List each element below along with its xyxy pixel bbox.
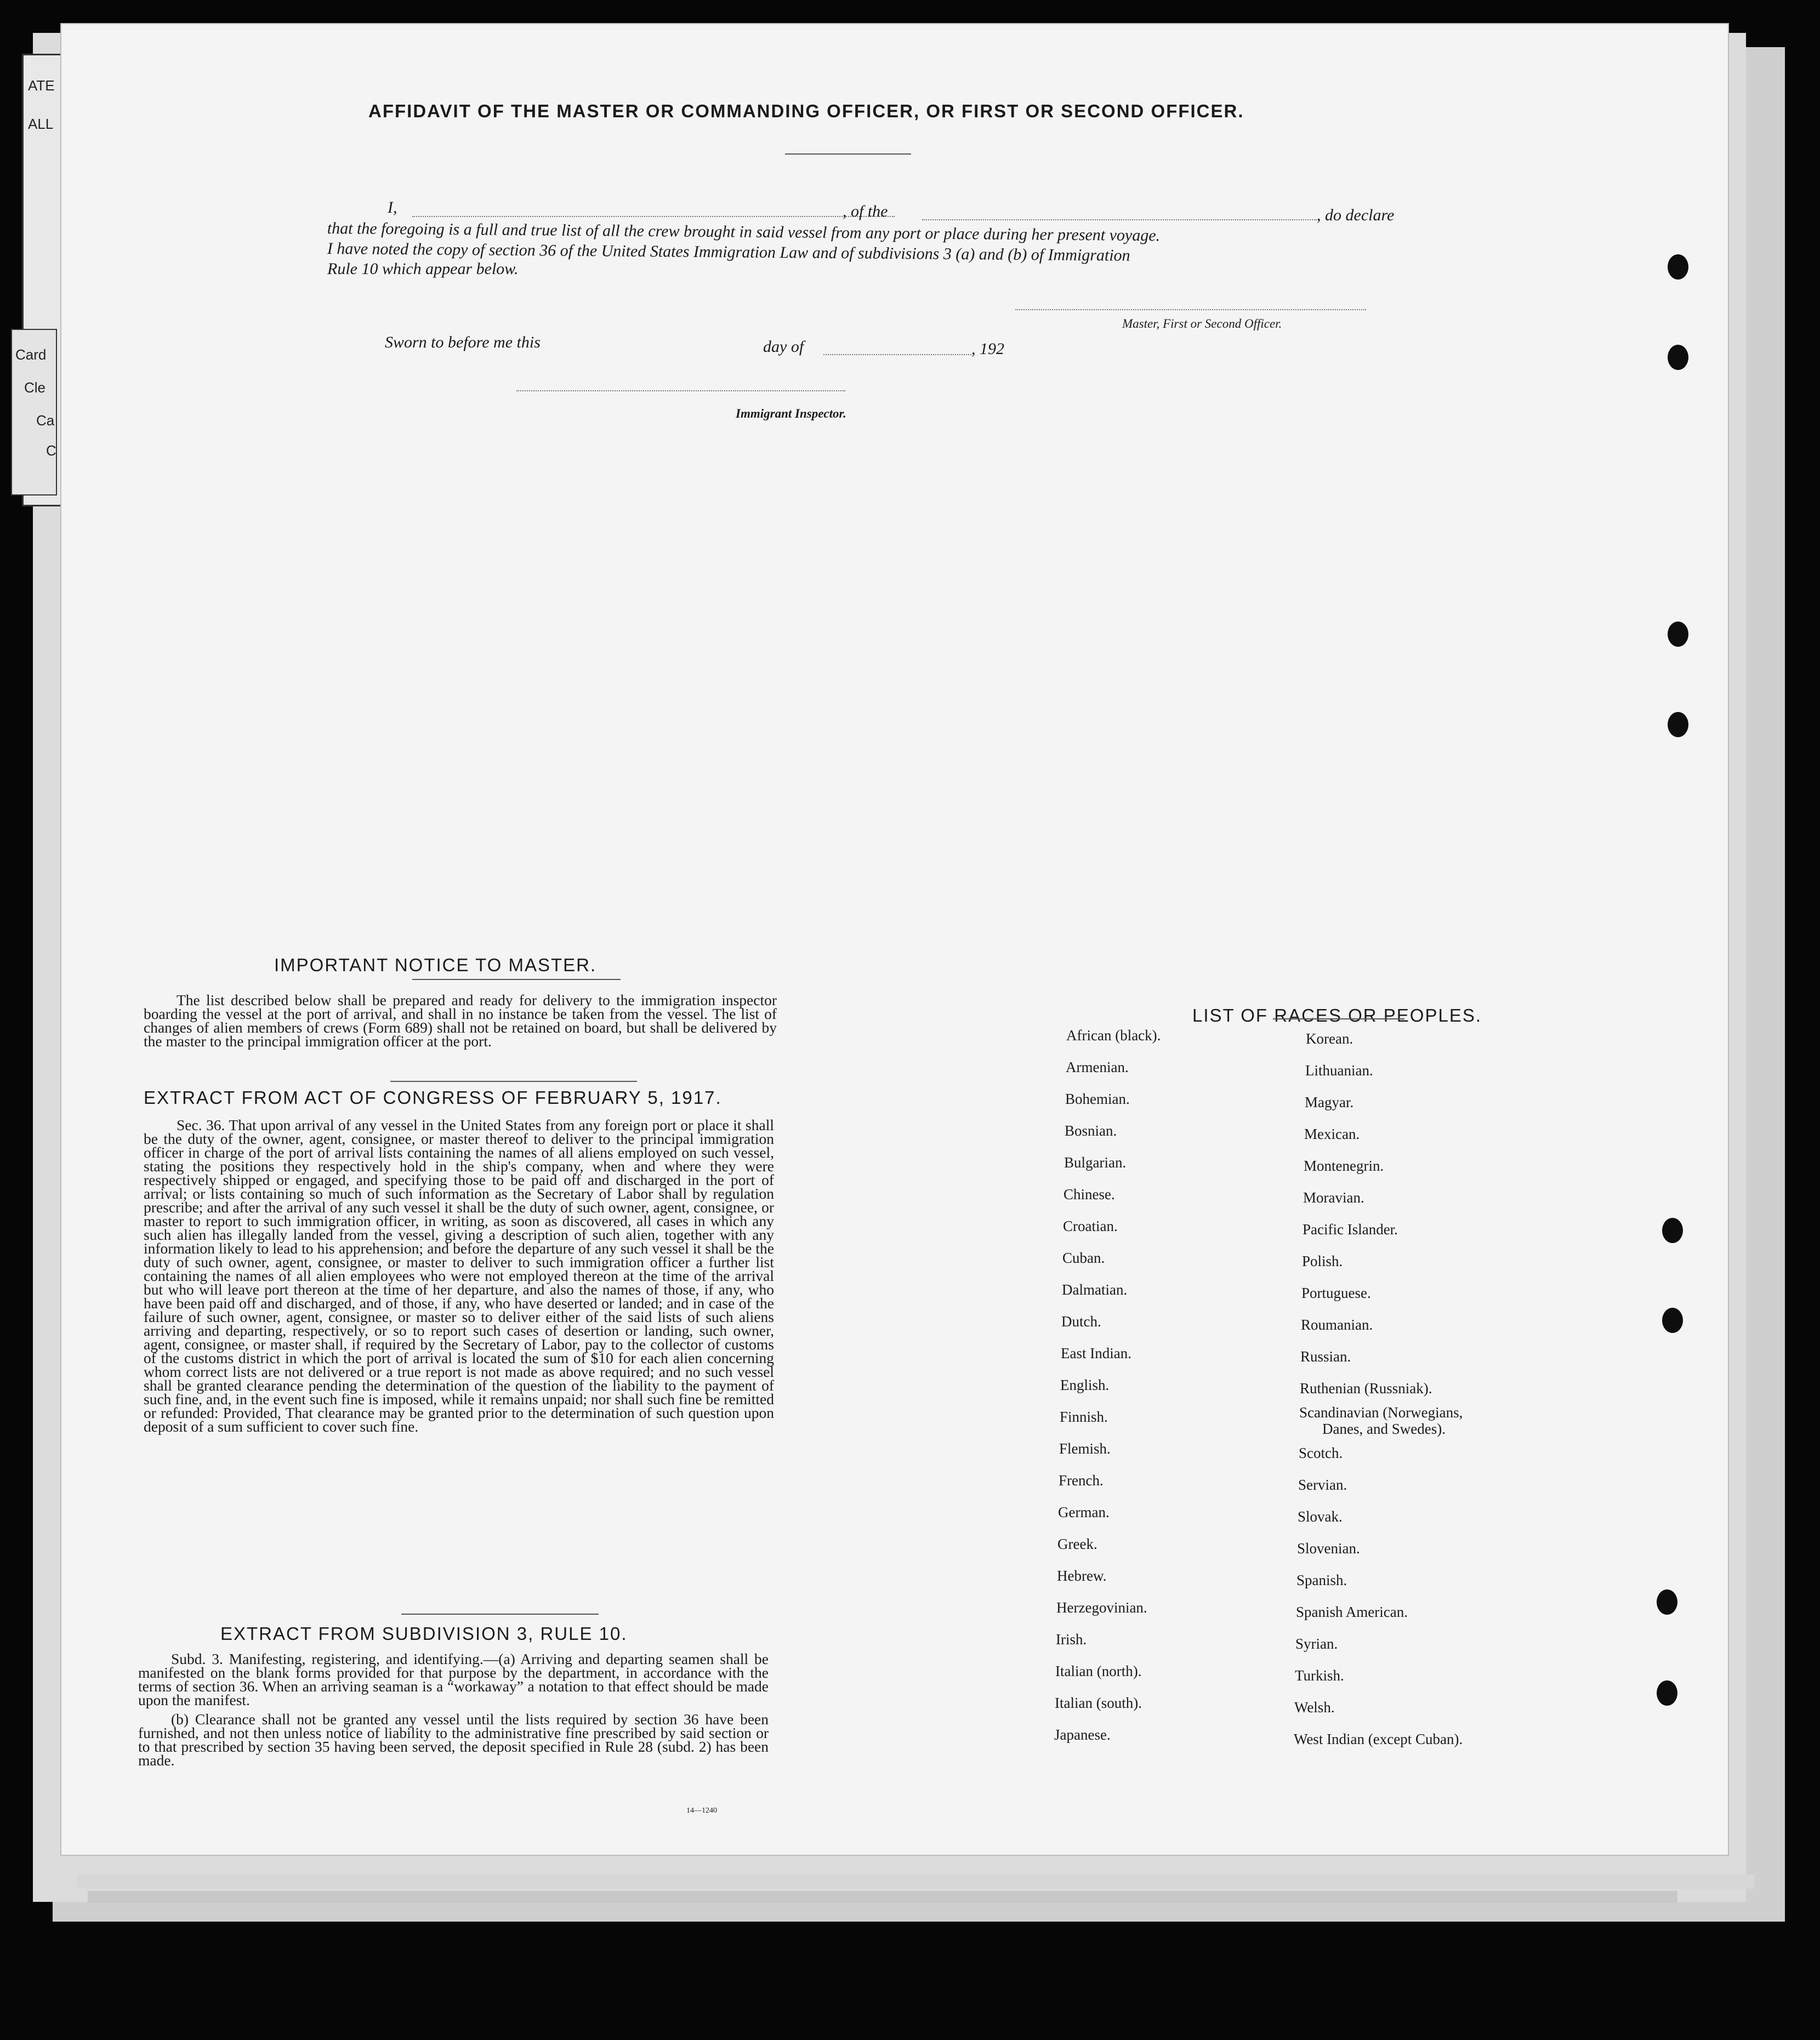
race-item: Scotch. [1299,1445,1343,1461]
race-item: Korean. [1306,1030,1353,1047]
race-item: Montenegrin. [1304,1158,1384,1174]
race-item: Dalmatian. [1062,1281,1128,1298]
act-rule [390,1081,637,1082]
race-item: Scandinavian (Norwegians, [1299,1404,1463,1421]
edge-text: ATE [28,77,55,94]
race-item: Pacific Islander. [1303,1221,1398,1238]
signature-blank [1015,309,1366,310]
year-text: , 192 [971,340,1004,358]
tab-text: C [46,442,56,459]
name-blank [412,216,895,217]
race-item: French. [1059,1472,1104,1489]
race-item: Slovenian. [1297,1540,1360,1557]
race-item: Mexican. [1304,1126,1360,1142]
punch-hole [1662,1218,1683,1243]
race-item: Moravian. [1303,1189,1364,1206]
race-item: German. [1058,1504,1110,1520]
day-of-text: day of [763,338,804,356]
race-item: Spanish. [1296,1572,1347,1588]
race-item: Portuguese. [1301,1285,1371,1301]
race-item: Armenian. [1066,1059,1129,1075]
punch-hole [1668,712,1688,737]
race-item: Russian. [1300,1348,1351,1365]
rule-title: EXTRACT FROM SUBDIVISION 3, RULE 10. [220,1623,628,1644]
race-item: Roumanian. [1301,1317,1373,1333]
race-item: Irish. [1056,1631,1087,1648]
race-item: Hebrew. [1057,1568,1107,1584]
race-item: Croatian. [1063,1218,1118,1234]
notice-title: IMPORTANT NOTICE TO MASTER. [274,955,597,975]
race-item: Servian. [1298,1477,1347,1493]
act-title: EXTRACT FROM ACT OF CONGRESS OF FEBRUARY 5, 1917. [144,1087,722,1108]
punch-hole [1657,1589,1677,1615]
race-item: Polish. [1302,1253,1343,1269]
race-item: Italian (north). [1055,1663,1142,1679]
notice-rule [412,979,621,980]
affidavit-title: AFFIDAVIT OF THE MASTER OR COMMANDING OFFICER, OR FIRST OR SECOND OFFICER. [368,101,1244,121]
inspector-label: Immigrant Inspector. [736,407,846,420]
notice-body: The list described below shall be prepared and ready for delivery to the immigration inspector boarding the vessel at the port of arrival, and shall in no instance be taken from the vessel. The list of changes of alien members of crews (Form 689) shall not be retained on board, but shall be delivered by the master to the principal immigration officer at the port. [144,991,777,1050]
title-rule [785,153,911,155]
race-item: Flemish. [1059,1440,1111,1457]
race-item: Danes, and Swedes). [1322,1421,1446,1437]
race-item: East Indian. [1061,1345,1131,1361]
race-item: Greek. [1057,1536,1097,1552]
vessel-blank [922,219,1317,220]
race-item: Lithuanian. [1305,1062,1373,1079]
race-item: Spanish American. [1296,1604,1408,1620]
inspector-blank [516,390,845,391]
tab-text: Ca [36,412,55,429]
rule-para-a: Subd. 3. Manifesting, registering, and identifying.—(a) Arriving and departing seamen shall be manifested on the blank forms provided for that purpose by the department, in accordance with the terms of section 36. When an arriving seaman is a “workaway” a notation to that effect should be made upon the manifest. [138,1650,769,1708]
race-item: Chinese. [1063,1186,1115,1203]
punch-hole [1668,345,1688,370]
bottom-sheet-edge-2 [88,1891,1677,1903]
punch-hole [1668,622,1688,647]
race-item: Herzegovinian. [1056,1599,1147,1616]
day-blank [823,354,971,355]
document-page [61,24,1728,1855]
race-item: African (black). [1066,1027,1161,1044]
punch-hole [1662,1308,1683,1333]
rule-rule [401,1614,599,1615]
race-item: Magyar. [1305,1094,1354,1110]
bottom-sheet-edge [77,1874,1754,1889]
form-number: 14—1240 [686,1807,717,1815]
affidavit-line3: I have noted the copy of section 36 of the United States Immigration Law and of subdivisions 3 (a) and (b) of Immigration [327,240,1130,265]
races-title: LIST OF RACES OR PEOPLES. [1192,1005,1482,1025]
affidavit-of-the: , of the [843,202,888,220]
races-rule [1273,1018,1404,1019]
affidavit-line4: Rule 10 which appear below. [327,260,519,278]
punch-hole [1657,1680,1677,1706]
race-item: Welsh. [1294,1699,1335,1716]
tab-text: Card [15,346,47,363]
race-item: Italian (south). [1055,1695,1142,1711]
race-item: Turkish. [1295,1667,1344,1684]
race-item: Slovak. [1298,1508,1343,1525]
affidavit-line2: that the foregoing is a full and true list of all the crew brought in said vessel from any port or place during her present voyage. [327,219,1161,245]
affidavit-declare: , do declare [1317,206,1395,224]
side-tab-stack [11,329,57,495]
sworn-text: Sworn to before me this [385,333,541,351]
race-item: Bohemian. [1065,1091,1130,1107]
race-item: Bulgarian. [1064,1154,1127,1171]
punch-hole [1668,254,1688,280]
tab-text: Cle [24,379,46,396]
act-body: Sec. 36. That upon arrival of any vessel in the United States from any foreign port or place it shall be the duty of the owner, agent, consignee, or master thereof to deliver to the principal immigration officer in charge of the port of arrival lists containing the names of all aliens employed on such vessel, stating the positions they respectively hold in the ship's company, when and where they were respectively shipped or engaged, and specifying those to be paid off and discharged in the port of arrival; or lists containing so much of such information as the Secretary of Labor shall by regulation prescribe; and after the arrival of any such vessel it shall be the duty of such owner, agent, consignee, or master to report to such immigration officer, in writing, as soon as discovered, all cases in which any such alien has illegally landed from the vessel, giving a description of such alien, together with any information likely to lead to his apprehension; and before the departure of any such vessel it shall be the duty of such owner, agent, consignee, or master to deliver to such immigration officer a further list containing the names of all alien employees who were not employed thereon at the time of the arrival but who will leave port thereon at the time of her departure, and also the names of those, if any, who have been paid off and discharged, and of those, if any, who have deserted or landed; and in case of the failure of such owner, agent, consignee, or master so to deliver either of the said lists of such aliens arriving and departing, respectively, or so to report such cases of desertion or landing, such owner, agent, consignee, or master shall, if required by the Secretary of Labor, pay to the collector of customs of the customs district in which the port of arrival is located the sum of $10 for each alien concerning whom correct lists are not delivered or a true report is not made as above required; and no such vessel shall be granted clearance pending the determination of the question of the liability to the payment of such fine, and, in the event such fine is imposed, while it remains unpaid; nor shall such fine be remitted or refunded: Provided, That clearance may be granted prior to the determination of such question upon deposit of a sum sufficient to cover such fine. [144,1116,774,1435]
affidavit-i: I, [388,198,397,216]
race-item: West Indian (except Cuban). [1294,1731,1463,1747]
race-item: Syrian. [1295,1636,1338,1652]
edge-text: ALL [28,116,54,132]
race-item: Japanese. [1054,1726,1111,1743]
race-item: Finnish. [1060,1409,1108,1425]
race-item: Ruthenian (Russniak). [1300,1380,1432,1397]
race-item: Bosnian. [1065,1122,1117,1139]
race-item: Dutch. [1061,1313,1101,1330]
race-item: Cuban. [1062,1250,1105,1266]
race-item: English. [1060,1377,1110,1393]
master-label: Master, First or Second Officer. [1122,317,1282,330]
rule-para-b: (b) Clearance shall not be granted any vessel until the lists required by section 36 have been furnished, and not then unless notice of liability to the administrative fine prescribed by said section or to that prescribed by section 35 having been served, the deposit specified in Rule 28 (subd. 2) has been made. [138,1711,769,1769]
